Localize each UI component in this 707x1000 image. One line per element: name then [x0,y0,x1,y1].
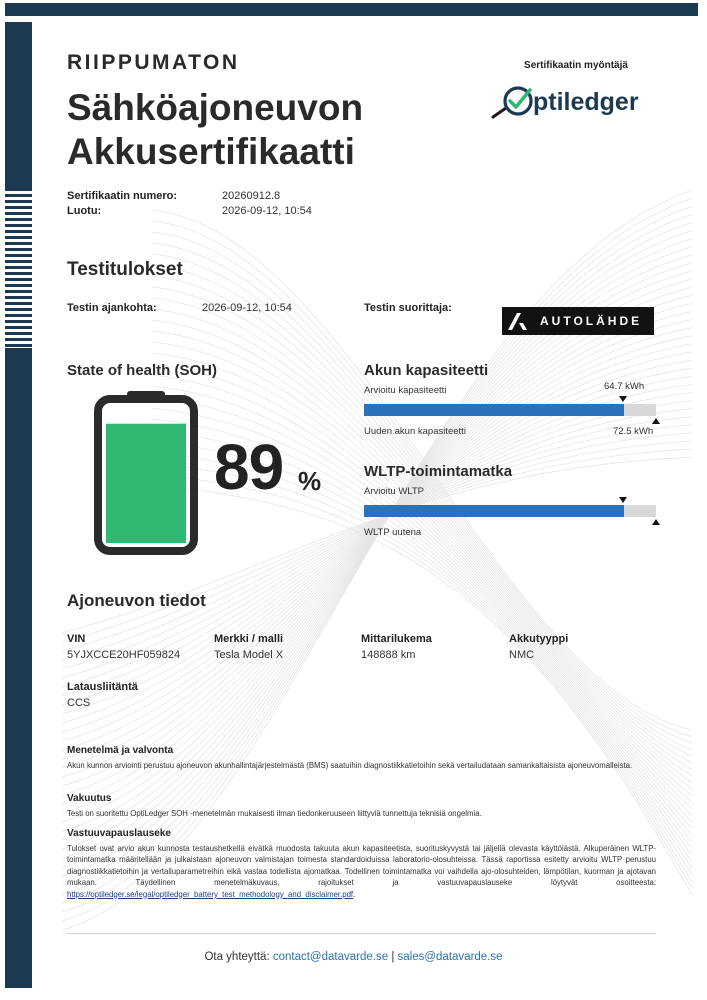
wltp-heading: WLTP-toimintamatka [364,463,513,480]
autolahde-logo-text: AUTOLÄHDE [540,314,643,328]
make-model-value: Tesla Model X [214,649,284,661]
optiledger-logo [490,82,660,122]
vin-value: 5YJXCCE20HF059824 [67,649,181,661]
wltp-new-label: WLTP uutena [364,527,422,538]
certificate-number-label: Sertifikaatin numero: [67,190,178,202]
page-title: Sähköajoneuvon Akkusertifikaatti [67,87,364,172]
contact-line [0,951,707,963]
charging-port-label: Latausliitäntä [67,681,138,693]
capacity-estimated-label: Arvioitu kapasiteetti [364,385,447,396]
battery-type-value: NMC [509,649,535,661]
certificate-number-value: 20260912.8 [222,190,281,202]
disclaimer-heading: Vastuuvapauslauseke [67,828,171,839]
battery-icon [94,391,198,555]
issuer-label: Sertifikaatin myöntäjä [524,60,628,71]
contact-email-link[interactable]: contact@datavarde.se [272,951,389,963]
new-marker-icon [652,418,660,424]
created-label: Luotu: [67,205,102,217]
wltp-estimated-marker-icon [619,497,627,503]
capacity-heading: Akun kapasiteetti [364,362,489,379]
soh-value: 89 [214,431,284,503]
wltp-bar [364,505,656,517]
battery-type-label: Akkutyyppi [509,633,569,645]
charging-port-value: CCS [67,697,91,709]
soh-unit: % [298,466,322,496]
side-stripe-pattern [5,188,32,348]
footer-divider [67,933,656,934]
capacity-bar [364,404,656,416]
assurance-heading: Vakuutus [67,793,112,804]
disclaimer-link[interactable]: https://optiledger.se/legal/optiledger_battery_test_methodology_and_disclaimer.pdf [67,889,354,899]
disclaimer-body: Tulokset ovat arvio akun kunnosta testaushetkellä eivätkä muodosta takuuta akun kapasiteetista, suorituskyvystä tai jäljellä olevasta käyttöiästä. Alkuperäinen WLTP-toimintamatka määritellään ja julkaistaan ajoneuvon valmistajan toimesta standardoiduissa laboratorio-olosuhteissa. Tässä raportissa esitetty arvioitu WLTP perustuu diagnostiikkatietoihin ja vertailuparametreihin eikä vastaa todellista ajomatkaa. Todellinen toimintamatka voi vaihdella ajo-olosuhteiden, lämpötilan, kuorman ja ajotavan mukaan. Täydellinen menetelmäkuvaus, rajoitukset ja vastuuvapauslauseke löytyvät osoitteesta: [67,844,656,888]
wltp-new-marker-icon [652,519,660,525]
sales-email-link[interactable]: sales@datavarde.se [397,951,503,963]
contact-separator: | [391,951,395,963]
disclaimer-text [67,843,656,900]
capacity-new-label: Uuden akun kapasiteetti [364,426,466,437]
capacity-bar-fill [364,404,624,416]
method-heading: Menetelmä ja valvonta [67,745,174,756]
method-text: Akun kunnon arviointi perustuu ajoneuvon akunhallintajärjestelmästä (BMS) saatuihin diagnostiikkatietoihin sekä vertailudataan samankaltaisista ajoneuvomalleista. [67,761,633,770]
top-accent-bar [5,3,698,16]
capacity-estimated-value: 64.7 kWh [604,381,645,392]
test-time-value: 2026-09-12, 10:54 [202,302,292,314]
svg-text:ptiledger: ptiledger [533,88,639,116]
soh-heading: State of health (SOH) [67,362,218,379]
vehicle-heading: Ajoneuvon tiedot [67,591,206,610]
contact-prefix: Ota yhteyttä: [204,951,270,963]
make-model-label: Merkki / malli [214,633,284,645]
vin-label: VIN [67,633,86,645]
capacity-new-value: 72.5 kWh [613,426,654,437]
eyebrow-label: RIIPPUMATON [67,51,240,74]
test-time-label: Testin ajankohta: [67,302,157,314]
odometer-label: Mittarilukema [361,633,432,645]
assurance-text: Testi on suoritettu OptiLedger SOH -menetelmän mukaisesti ilman tiedonkeruuseen liittyviä tunnettuja teknisiä ongelmia. [67,809,482,818]
odometer-value: 148888 km [361,649,416,661]
disclaimer-suffix: . [353,889,356,899]
battery-fill-level [106,424,186,543]
test-results-heading: Testitulokset [67,259,183,280]
wltp-estimated-label: Arvioitu WLTP [364,486,425,497]
side-accent-bar [5,22,32,988]
test-performer-label: Testin suorittaja: [364,302,452,314]
estimated-marker-icon [619,396,627,402]
wltp-bar-fill [364,505,624,517]
autolahde-logo-icon [506,311,532,331]
created-value: 2026-09-12, 10:54 [222,205,312,217]
autolahde-logo [502,307,654,335]
